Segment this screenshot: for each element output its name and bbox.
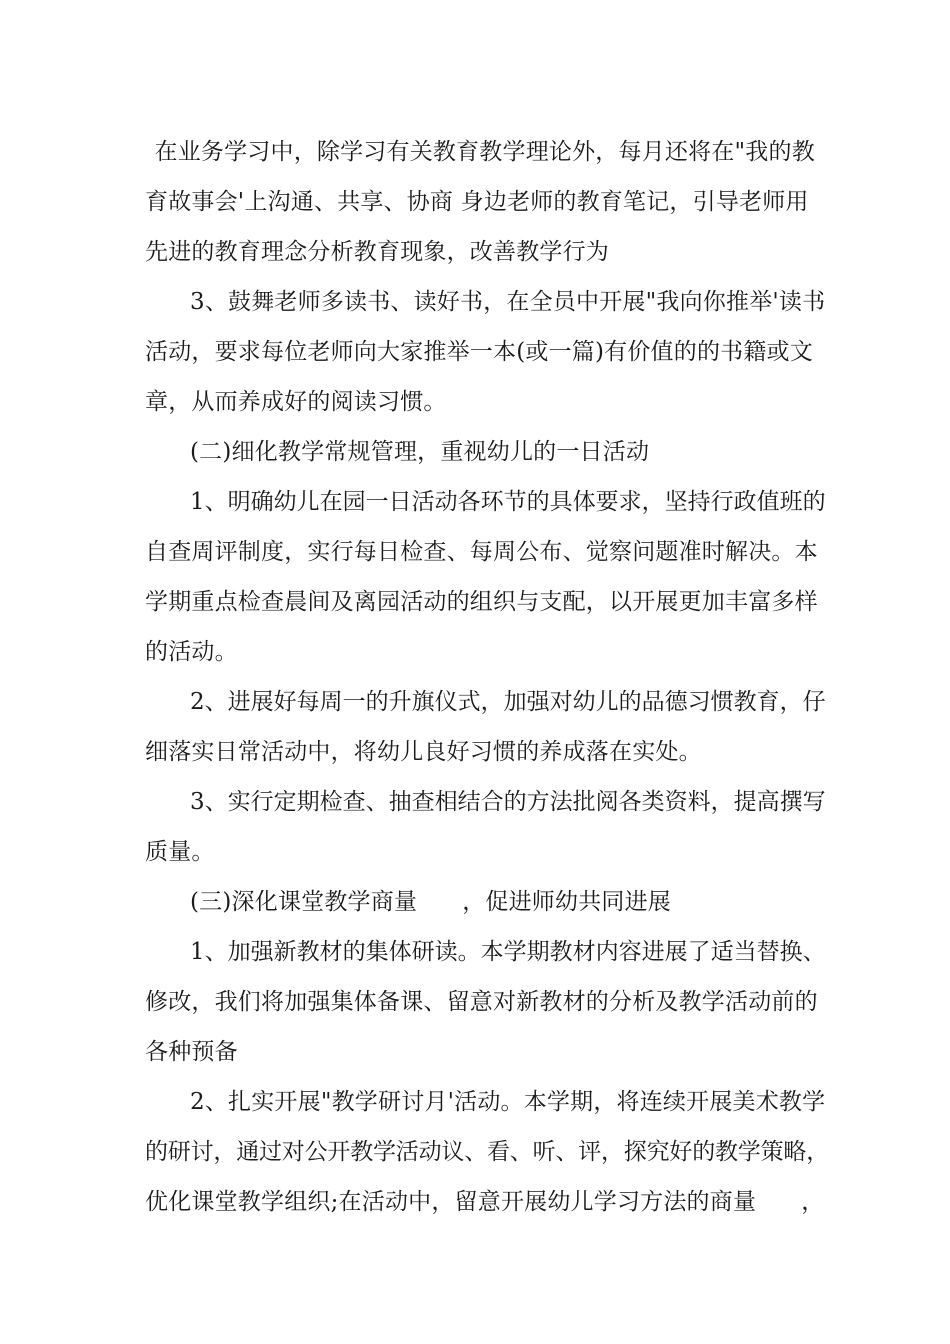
section-heading: (三)深化课堂教学商量 ，促进师幼共同进展 [190, 889, 672, 915]
text-line: 在业务学习中，除学习有关教育教学理论外，每月还将在"我的教 [147, 139, 815, 165]
text-line: 细落实日常活动中，将幼儿良好习惯的养成落在实处。 [145, 739, 702, 765]
text-line: 的活动。 [145, 639, 238, 665]
text-line: 1、加强新教材的集体研读。本学期教材内容进展了适当替换、 [190, 939, 826, 965]
text-line: 的研讨，通过对公开教学活动议、看、听、评，探究好的教学策略， [145, 1139, 830, 1165]
text-line: 3、实行定期检查、抽查相结合的方法批阅各类资料，提高撰写 [190, 789, 826, 815]
text-line: 3、鼓舞老师多读书、读好书，在全员中开展"我向你推举'读书 [190, 289, 826, 315]
text-line: 2、进展好每周一的升旗仪式，加强对幼儿的品德习惯教育，仔 [190, 689, 826, 715]
text-line: 育故事会'上沟通、共享、协商 身边老师的教育笔记，引导老师用 [145, 189, 809, 215]
text-line: 学期重点检查晨间及离园活动的组织与支配，以开展更加丰富多样 [145, 589, 818, 615]
text-line: 优化课堂教学组织;在活动中，留意开展幼儿学习方法的商量 ， [145, 1189, 825, 1215]
text-line: 章，从而养成好的阅读习惯。 [145, 389, 447, 415]
text-line: 修改，我们将加强集体备课、留意对新教材的分析及教学活动前的 [145, 989, 818, 1015]
text-line: 2、扎实开展"教学研讨月'活动。本学期，将连续开展美术教学 [190, 1089, 826, 1115]
text-line: 1、明确幼儿在园一日活动各环节的具体要求，坚持行政值班的 [190, 489, 826, 515]
text-line: 自查周评制度，实行每日检查、每周公布、觉察问题准时解决。本 [145, 539, 818, 565]
section-heading: (二)细化教学常规管理，重视幼儿的一日活动 [190, 439, 650, 465]
text-line: 活动，要求每位老师向大家推举一本(或一篇)有价值的的书籍或文 [145, 339, 813, 365]
text-line: 先进的教育理念分析教育现象，改善教学行为 [145, 239, 609, 265]
text-line: 质量。 [145, 839, 215, 865]
text-line: 各种预备 [145, 1039, 238, 1065]
